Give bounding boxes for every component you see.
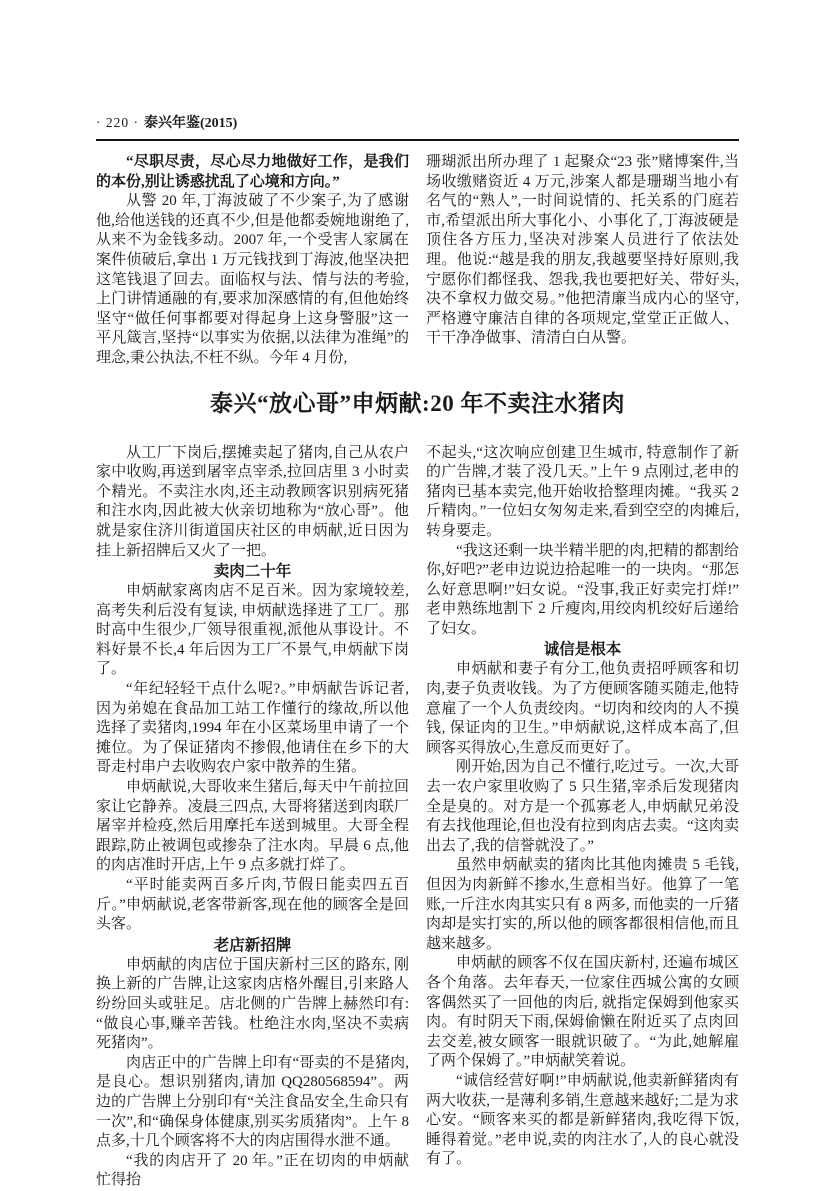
paragraph: 从警 20 年,丁海波破了不少案子,为了感谢他,给他送钱的还真不少,但是他都委婉地谢绝了,从来不为金钱多动。2007 年,一个受害人家属在案件侦破后,拿出 1 万元钱找到丁海波,他坚决把这笔钱退了回去。面临权与法、情与法的考验,上门讲情通融的有,要求加深感情的有,但他始终坚守“做任何事都要对得起身上这身警服”这一平凡箴言,坚持“以事实为依据,以法律为准绳”的理念,秉公执法,不枉不纵。今年 4 月份, bbox=[96, 193, 409, 366]
paragraph: 申炳献说,大哥收来生猪后,每天中午前拉回家让它静养。凌晨三四点, 大哥将猪送到肉联厂屠宰并检疫,然后用摩托车送到城里。大哥全程跟踪,防止被调包或掺杂了注水肉。早晨 6 点,他的肉店准时开店,上午 9 点多就打烊了。 bbox=[96, 779, 409, 874]
paragraph: 不起头,“这次响应创建卫生城市, 特意制作了新的广告牌,才装了没几天。”上午 9 点刚过,老申的猪肉已基本卖完,他开始收拾整理肉摊。“我买 2 斤精肉。”一位妇女匆匆走来,看到空空的肉摊后,转身要走。 bbox=[426, 444, 739, 539]
prev-article-columns bbox=[96, 153, 739, 369]
paragraph: “诚信经营好啊!”申炳献说,他卖新鲜猪肉有两大收获,一是薄利多销,生意越来越好;二是为求心安。“顾客来买的都是新鲜猪肉,我吃得下饭,睡得着觉。”老申说,卖的肉注水了,人的良心就没有了。 bbox=[426, 1072, 739, 1168]
paragraph: 刚开始,因为自己不懂行,吃过亏。一次,大哥去一农户家里收购了 5 只生猪,宰杀后发现猪肉全是臭的。对方是一个孤寡老人,申炳献兄弟没有去找他理论,但也没有拉到肉店去卖。“这肉卖出去了,我的信誉就没了。” bbox=[426, 759, 739, 854]
quote-paragraph: “尽职尽责，尽心尽力地做好工作，是我们的本份,别让诱惑扰乱了心境和方向。” bbox=[96, 154, 409, 190]
article-left-column bbox=[96, 444, 409, 1191]
prev-article-left-column bbox=[96, 153, 409, 369]
section-heading: 诚信是根本 bbox=[543, 641, 622, 659]
header-rule bbox=[96, 139, 739, 141]
paragraph: 申炳献的肉店位于国庆新村三区的路东, 刚换上新的广告牌,让这家肉店格外醒目,引来路人纷纷回头或驻足。店北侧的广告牌上赫然印有:“做良心事,赚辛苦钱。杜绝注水肉,坚决不卖病死猪肉”。 bbox=[96, 956, 409, 1052]
paragraph: “年纪轻轻干点什么呢?。”申炳献告诉记者,因为弟媳在食品加工站工作懂行的缘故,所以他选择了卖猪肉,1994 年在小区菜场里申请了一个摊位。为了保证猪肉不掺假,他请住在乡下的大哥走村串户去收购农户家中散养的生猪。 bbox=[96, 681, 409, 776]
paragraph: “平时能卖两百多斤肉,节假日能卖四五百斤。”申炳献说,老客带新客,现在他的顾客全是回头客。 bbox=[96, 877, 409, 933]
book-title: 泰兴年鉴(2015) bbox=[144, 116, 238, 131]
section-heading: 老店新招牌 bbox=[213, 936, 292, 954]
paragraph: 申炳献的顾客不仅在国庆新村, 还遍布城区各个角落。去年春天,一位家住西城公寓的女顾客偶然买了一回他的肉后, 就指定保姆到他家买肉。有时阴天下雨,保姆偷懒在附近买了点肉回去交差,被女顾客一眼就识破了。“为此,她解雇了两个保姆了。”申炳献笑着说。 bbox=[426, 955, 739, 1070]
paragraph: 从工厂下岗后,摆摊卖起了猪肉,自己从农户家中收购,再送到屠宰点宰杀,拉回店里 3 小时卖个精光。不卖注水肉,还主动教顾客识别病死猪和注水肉,因此被大伙亲切地称为“放心哥”。他就是家住济川街道国庆社区的申炳献,近日因为挂上新招牌后又火了一把。 bbox=[96, 444, 409, 559]
page-content bbox=[96, 112, 739, 1191]
running-header bbox=[96, 112, 739, 132]
paragraph: 肉店正中的广告牌上印有“哥卖的不是猪肉,是良心。想识别猪肉,请加 QQ280568594”。两边的广告牌上分别印有“关注食品安全,生命只有一次”,和“确保身体健康,别买劣质猪肉”。上午 8 点多,十几个顾客将不大的肉店围得水泄不通。 bbox=[96, 1054, 409, 1150]
paragraph: 虽然申炳献卖的猪肉比其他肉摊贵 5 毛钱, 但因为肉新鲜不掺水,生意相当好。他算了一笔账,一斤注水肉其实只有 8 两多, 而他卖的一斤猪肉却是实打实的,所以他的顾客都很相信他,而且越来越多。 bbox=[426, 857, 739, 952]
page-number: · 220 · bbox=[96, 115, 139, 130]
article-columns bbox=[96, 444, 739, 1191]
section-heading: 卖肉二十年 bbox=[213, 563, 292, 581]
prev-article-right-column bbox=[426, 153, 739, 369]
article-title: 泰兴“放心哥”申炳献:20 年不卖注水猪肉 bbox=[210, 390, 625, 416]
paragraph: 申炳献家离肉店不足百米。因为家境较差,高考失利后没有复读, 申炳献选择进了工厂。那时高中生很少,厂领导很重视,派他从事设计。不料好景不长,4 年后因为工厂不景气,申炳献下岗了。 bbox=[96, 583, 409, 678]
paragraph: 申炳献和妻子有分工,他负责招呼顾客和切肉,妻子负责收钱。为了方便顾客随买随走,他特意雇了一个人负责绞肉。“切肉和绞肉的人不摸钱, 保证肉的卫生。”申炳献说,这样成本高了,但顾客买得放心,生意反而更好了。 bbox=[426, 661, 739, 756]
paragraph: 珊瑚派出所办理了 1 起聚众“23 张”赌博案件,当场收缴赌资近 4 万元,涉案人都是珊瑚当地小有名气的“熟人”,一时间说情的、托关系的门庭若市,希望派出所大事化小、小事化了,丁海波硬是顶住各方压力,坚决对涉案人员进行了依法处理。他说:“越是我的朋友,我越要坚持好原则,我宁愿你们都怪我、怨我,我也要把好关、带好头,决不拿权力做交易。”他把清廉当成内心的坚守,严格遵守廉洁自律的各项规定,堂堂正正做人、干干净净做事、清清白白从警。 bbox=[426, 154, 739, 347]
article-right-column bbox=[426, 444, 739, 1191]
paragraph: “我的肉店开了 20 年。”正在切肉的申炳献忙得抬 bbox=[96, 1152, 409, 1189]
paragraph: “我这还剩一块半精半肥的肉,把精的都割给你,好吧?”老申边说边拾起唯一的一块肉。“那怎么好意思啊!”妇女说。“没事,我正好卖完打烊!”老申熟练地割下 2 斤瘦肉,用绞肉机绞好后递给了妇女。 bbox=[426, 542, 739, 637]
